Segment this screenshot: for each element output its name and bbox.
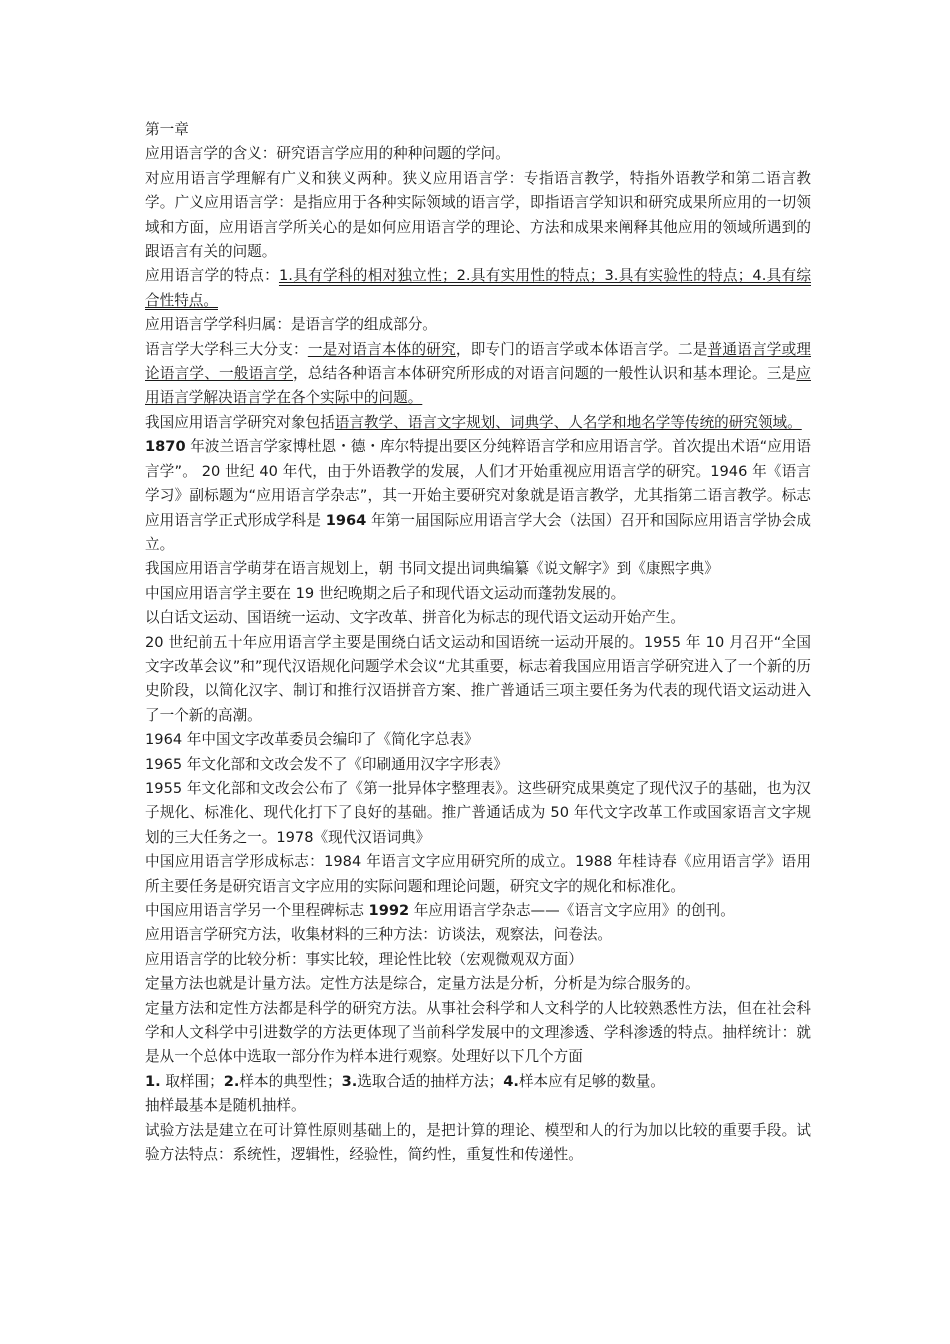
- year-1992: 1992: [368, 902, 410, 919]
- objects-lead: 我国应用语言学研究对象包括: [145, 413, 335, 431]
- milestone-text-one: 中国应用语言学另一个里程碑标志: [145, 902, 369, 919]
- experiment-paragraph: 试验方法是建立在可计算性原则基础上的，是把计算的理论、模型和人的行为加以比较的重要手段。试验方法特点：系统性，逻辑性，经验性，简约性，重复性和传递性。: [145, 1121, 811, 1164]
- history-text-one: 年波兰语言学家博杜恩・德・库尔特提出要区分纯粹语言学和应用语言学。首次提出术语“应用语言学”。 20 世纪 40 年代，由于外语教学的发展，人们才开始重视应用语言学的研究。1946 年《语言学习》副标题为“应用语言学杂志”，其一开始主要研究对象就是语言教学，尤其指第二语言教学。标志应用语言学正式形成学科是: [145, 438, 811, 529]
- milestone-paragraph: [145, 899, 811, 923]
- features-text: 1.具有学科的相对独立性；2.具有实用性的特点；3.具有实验性的特点；4.具有综合性特点。: [145, 267, 811, 309]
- branch-one: 一是对语言本体的研究: [307, 340, 456, 358]
- development-paragraph: 中国应用语言学主要在 19 世纪晚期之后子和现代语文运动而蓬勃发展的。: [145, 584, 626, 602]
- document-page: [145, 118, 811, 1167]
- branches-lead: 语言学大学科三大分支：: [145, 340, 308, 358]
- formation-paragraph: 中国应用语言学形成标志：1984 年语言文字应用研究所的成立。1988 年桂诗春《应用语言学》语用所主要任务是研究语言文字应用的实际问题和理论问题，研究文字的规化和标准化。: [145, 853, 811, 895]
- sampling-number-three: 3.: [341, 1072, 358, 1090]
- font-table-paragraph: 1965 年文化部和文改会发不了《印刷通用汉字字形表》: [145, 755, 508, 773]
- sampling-item-four: 样本应有足够的数量。: [518, 1072, 665, 1090]
- branches-paragraph: [145, 338, 811, 411]
- history-text-two: 年第一届国际应用语言学大会（法国）召开和国际应用语言学协会成立。: [145, 511, 811, 553]
- conference-paragraph: 20 世纪前五十年应用语言学主要是围绕白话文运动和国语统一运动开展的。1955 年 10 月召开“全国文字改革会议”和”现代汉语规化问题学术会议“尤其重要，标志着我国应用语言学研究进入了一个新的历史阶段，以简化汉字、制订和推行汉语拼音方案、推广普通话三项主要任务为代表的现代语文运动进入了一个新的高潮。: [145, 633, 811, 724]
- discipline-paragraph: 应用语言学学科归属：是语言学的组成部分。: [145, 316, 437, 334]
- objects-paragraph: [145, 411, 811, 435]
- broad-narrow-paragraph: 对应用语言学理解有广义和狭义两种。狭义应用语言学：专指语言教学，特指外语教学和第二语言教学。广义应用语言学：是指应用于各种实际领域的语言学，即指语言学知识和研究成果所应用的一切领域和方面，应用语言学所关心的是如何应用语言学的理论、方法和成果来阐释其他应用的领域所遇到的跟语言有关的问题。: [145, 169, 811, 261]
- definition-paragraph: 应用语言学的含义：研究语言学应用的种种问题的学问。: [145, 145, 510, 163]
- science-paragraph: 定量方法和定性方法都是科学的研究方法。从事社会科学和人文科学的人比较熟悉性方法，但在社会科学和人文科学中引进数学的方法更体现了当前科学发展中的文理渗透、学科渗透的特点。抽样统计：就是从一个总体中选取一部分作为样本进行观察。处理好以下几个方面: [145, 999, 811, 1066]
- chapter-heading: 第一章: [145, 121, 189, 138]
- quantitative-paragraph: 定量方法也就是计量方法。定性方法是综合，定量方法是分析，分析是为综合服务的。: [145, 975, 700, 993]
- sampling-item-two: 样本的典型性；: [239, 1072, 342, 1090]
- random-sampling-paragraph: 抽样最基本是随机抽样。: [145, 1097, 306, 1115]
- features-label: 应用语言学的特点：: [145, 267, 279, 285]
- simplified-chars-paragraph: 1964 年中国文字改革委员会编印了《简化字总表》: [145, 731, 479, 749]
- sampling-item-three: 选取合适的抽样方法；: [357, 1072, 504, 1090]
- origin-paragraph: 我国应用语言学萌芽在语言规划上，朝 书同文提出词典编纂《说文解字》到《康熙字典》: [145, 560, 719, 578]
- comparison-paragraph: 应用语言学的比较分析：事实比较，理论性比较（宏观微观双方面）: [145, 950, 583, 968]
- sampling-number-one: 1.: [145, 1072, 161, 1090]
- history-paragraph: [145, 435, 811, 557]
- branches-text-one: ，即专门的语言学或本体语言学。二是: [455, 340, 708, 358]
- features-paragraph: [145, 264, 811, 313]
- branch-three: 应用语言学解决语言学在各个实际中的问题。: [145, 365, 811, 407]
- sampling-paragraph: [145, 1070, 811, 1094]
- methods-paragraph: 应用语言学研究方法，收集材料的三种方法：访谈法，观察法，问卷法。: [145, 926, 613, 944]
- movement-paragraph: 以白话文运动、国语统一运动、文字改革、拼音化为标志的现代语文运动开始产生。: [145, 609, 685, 627]
- year-1870: 1870: [145, 438, 186, 456]
- year-1964: 1964: [325, 511, 367, 529]
- branch-two: 普通语言学或理论语言学、一般语言学: [145, 340, 811, 383]
- sampling-item-one: 取样围；: [160, 1072, 224, 1090]
- branches-text-two: ，总结各种语言本体研究所形成的对语言问题的一般性认识和基本理论。三是: [293, 365, 797, 383]
- milestone-text-two: 年应用语言学杂志——《语言文字应用》的创刊。: [409, 902, 735, 919]
- sampling-number-four: 4.: [503, 1072, 519, 1090]
- sampling-number-two: 2.: [223, 1072, 240, 1090]
- variant-chars-paragraph: 1955 年文化部和文改会公布了《第一批异体字整理表》。这些研究成果奠定了现代汉子的基础，也为汉子规化、标准化、现代化打下了良好的基础。推广普通话成为 50 年代文字改革工作或国家语言文字规划的三大任务之一。1978《现代汉语词典》: [145, 779, 811, 846]
- objects-list: 语言教学、语言文字规划、词典学、人名学和地名学等传统的研究领域。: [334, 413, 802, 431]
